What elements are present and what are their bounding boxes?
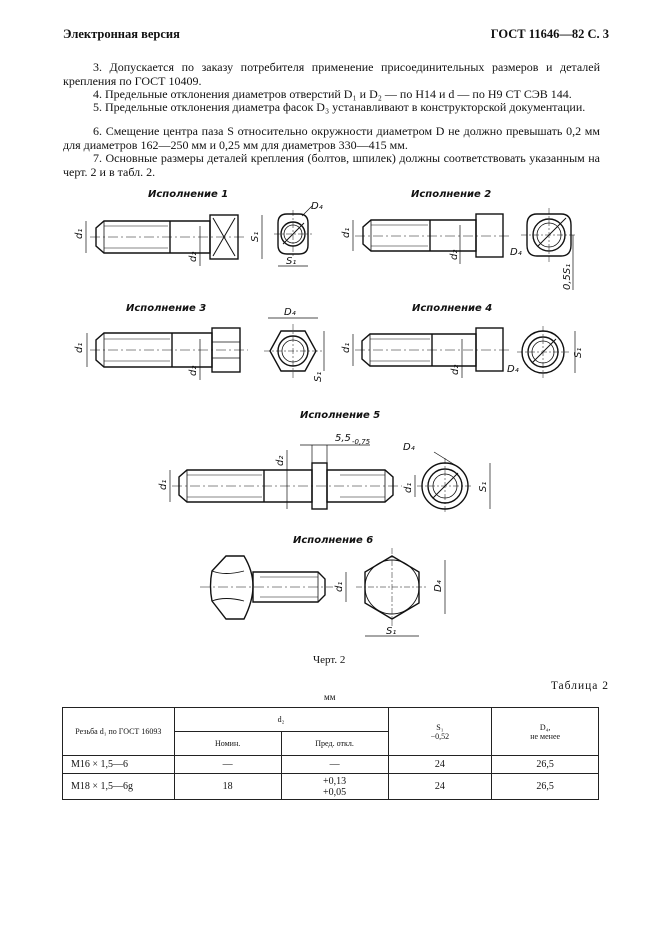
cell-tol: +0,13 +0,05 <box>281 774 388 800</box>
header-d2-tol: Пред. откл. <box>281 732 388 756</box>
cell-nom: 18 <box>174 774 281 800</box>
cell-s1: 24 <box>388 774 492 800</box>
paragraph-5-text: 5. Предельные отклонения диаметра фасок D₃ устанавливают в конструкторской документации. <box>93 100 586 114</box>
dim-s1-v3: S₁ <box>313 371 324 382</box>
cell-d4: 26,5 <box>492 756 599 774</box>
header-d2-nom: Номин. <box>174 732 281 756</box>
header-thread-text: Резьба d₁ по ГОСТ 16093 <box>75 727 162 736</box>
end-view-variant-3 <box>264 318 324 378</box>
paragraph-7-text: 7. Основные размеры деталей крепления (болтов, шпилек) должны соответствовать указанным на черт. 2 и в табл. 2. <box>63 151 600 179</box>
dim-s1-v1: S₁ <box>250 231 261 242</box>
table-title: Таблица 2 <box>550 680 609 692</box>
fig-title-6: Исполнение 6 <box>293 535 374 546</box>
cell-tol: — <box>281 756 388 774</box>
table-row <box>63 774 599 800</box>
dim-d1-v6: d₁ <box>334 581 345 592</box>
dim-s1-v4: S₁ <box>573 347 584 358</box>
dim-d2-v5: d₂ <box>275 455 286 466</box>
dim-s1-v1-end: S₁ <box>286 256 297 267</box>
bolt-variant-4 <box>353 328 510 378</box>
spec-table <box>62 707 599 800</box>
header-d4 <box>492 708 599 756</box>
dim-d4-v1: D₄ <box>311 201 323 212</box>
fig-title-1: Исполнение 1 <box>148 189 229 200</box>
cell-d4: 26,5 <box>492 774 599 800</box>
table-row <box>63 756 599 774</box>
dim-s1-v5: S₁ <box>478 481 489 492</box>
paragraph-6-text: 6. Смещение центра паза S относительно окружности диаметром D не должно превышать 0,2 мм для диаметров 162—250 мм и 0,25 мм для диаметров 330—415 мм. <box>63 124 600 152</box>
header-d2-text: d₂ <box>277 715 285 724</box>
bolt-variant-3 <box>87 328 248 380</box>
table-unit: мм <box>324 692 336 702</box>
cell-s1: 24 <box>388 756 492 774</box>
stud-variant-5 <box>170 445 415 509</box>
fig-title-5: Исполнение 5 <box>300 410 381 421</box>
dim-d1-v5: d₁ <box>158 479 169 490</box>
paragraph-3-text: 3. Допускается по заказу потребителя применение присоединительных размеров и деталей крепления по ГОСТ 10409. <box>63 60 600 88</box>
dim-d2-v2: d₂ <box>449 249 460 260</box>
dim-d2-v1: d₂ <box>188 251 199 262</box>
cell-thread: М18 × 1,5—6g <box>63 774 175 800</box>
dim-d4-v5: D₄ <box>403 442 415 453</box>
header-s1 <box>388 708 492 756</box>
dim-d4-v3: D₄ <box>284 307 296 318</box>
fig-title-3: Исполнение 3 <box>126 303 207 314</box>
dim-d4-v4: D₄ <box>507 364 519 375</box>
header-s1-tol: −0,52 <box>430 731 450 741</box>
dim-d4-v6: D₄ <box>433 580 444 592</box>
dim-d1-v3: d₁ <box>74 342 85 353</box>
dim-d4-v2: D₄ <box>510 247 522 258</box>
end-view-variant-4 <box>517 326 575 378</box>
bolt-variant-1 <box>86 215 262 266</box>
cell-thread: М16 × 1,5—6 <box>63 756 175 774</box>
dim-half-s1-v2: 0,5S₁ <box>562 263 573 290</box>
fig-title-2: Исполнение 2 <box>411 189 492 200</box>
header-s1-text: S₁ <box>436 722 444 732</box>
figure-caption: Черт. 2 <box>313 654 346 666</box>
dim-55-tol-v5: -0,75 <box>352 438 371 446</box>
bolt-variant-6 <box>200 556 346 619</box>
fig-title-4: Исполнение 4 <box>412 303 493 314</box>
dim-d1-v1: d₁ <box>74 228 85 239</box>
header-left: Электронная версия <box>63 27 180 41</box>
dim-d2-v3: d₂ <box>188 365 199 376</box>
dim-d2-v4: d₂ <box>450 364 461 375</box>
header-thread <box>63 708 175 756</box>
bolt-variant-2 <box>353 214 510 264</box>
header-right: ГОСТ 11646—82 С. 3 <box>490 27 609 41</box>
header-d2 <box>174 708 388 732</box>
end-view-variant-6 <box>356 548 445 636</box>
dim-d1-v4: d₁ <box>341 342 352 353</box>
paragraph-4-text: 4. Предельные отклонения диаметров отверстий D₁ и D₂ — по Н14 и d — по Н9 СТ СЭВ 144. <box>93 87 572 101</box>
dim-s1-v6: S₁ <box>386 626 397 637</box>
cell-nom: — <box>174 756 281 774</box>
header-d4-note: не менее <box>530 731 561 741</box>
dim-55-v5: 5,5 <box>335 433 351 444</box>
dim-d1-v2: d₁ <box>341 227 352 238</box>
header-d4-text: D₄, <box>539 722 551 732</box>
dim-d1-v5-right: d₁ <box>403 482 414 493</box>
